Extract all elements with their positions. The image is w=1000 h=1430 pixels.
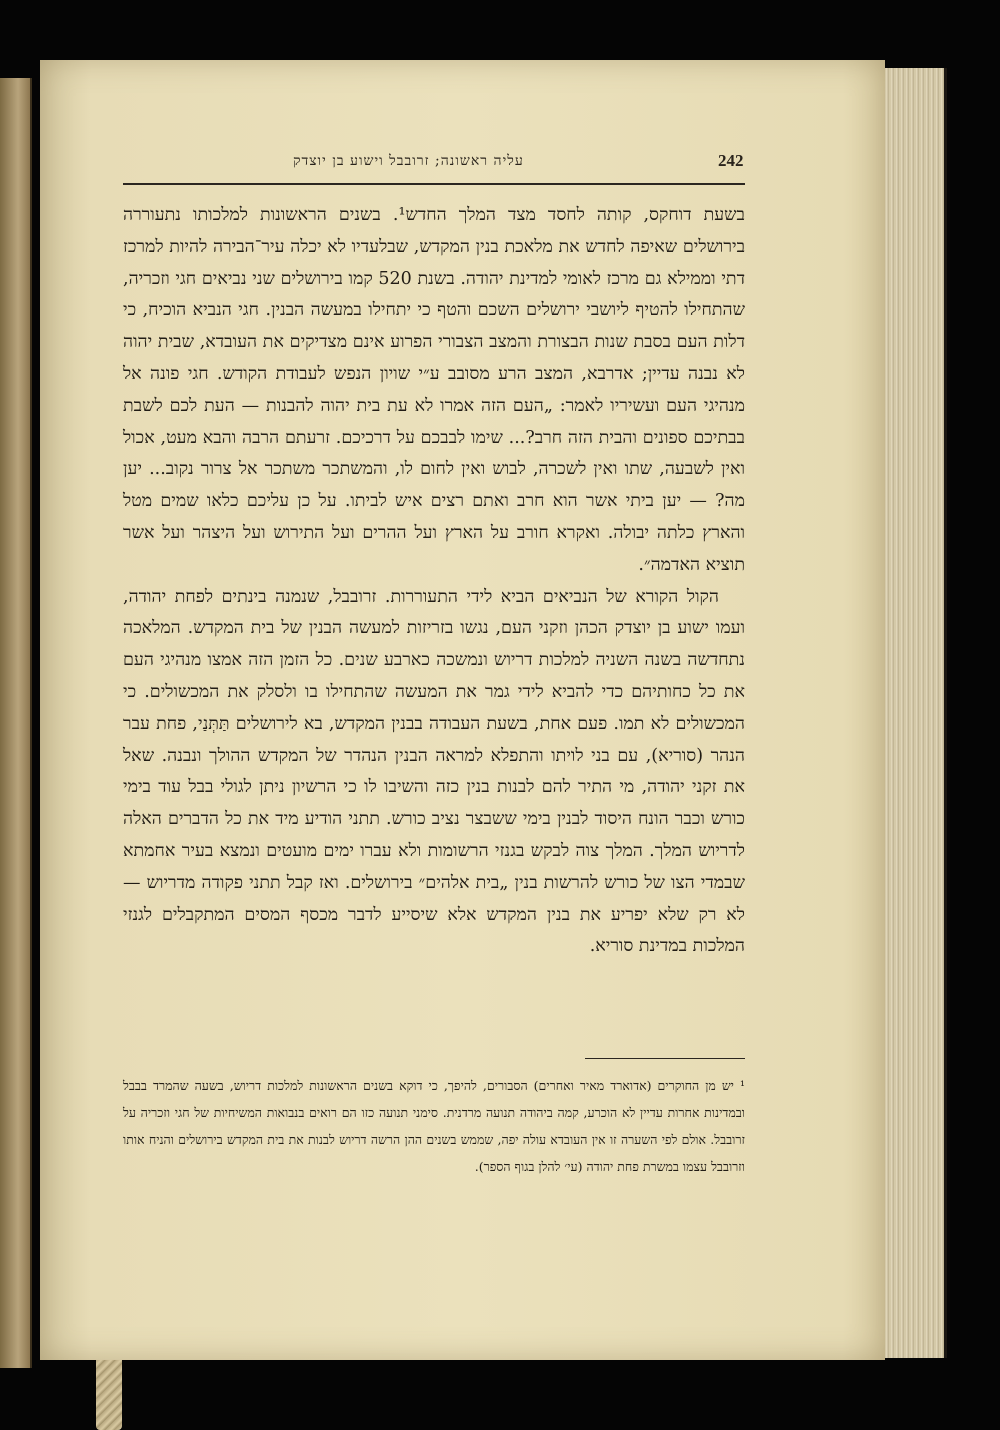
main-text	[123, 200, 745, 963]
running-head: עליה ראשונה; זרובבל וישוע בן יוצדק	[293, 153, 524, 169]
paragraph: בשעת דוחקס, קותה לחסד מצד המלך החדש¹. בשנים הראשונות למלכותו נתעוררה בירושלים שאיפה לחדש את מלאכת בנין המקדש, שבלעדיו לא יכלה עיר־הבירה להיות למרכז דתי וממילא גם מרכז לאומי למדינת יהודה. בשנת 520 קמו בירושלים שני נביאים חגי וזכריה, שהתחילו להטיף ליושבי ירושלים השכם והטף כי יתחילו במעשה הבנין. חגי הנביא הוכיח, כי דלות העם בסבת שנות הבצורת והמצב הצבורי הפרוע אינם מצדיקים את העובדא, שבית יהוה לא נבנה עדיין; אדרבא, המצב הרע מסובב ע״י שויון הנפש לעבודת הקודש. חגי פונה אל מנהיגי העם ועשיריו לאמר: „העם הזה אמרו לא עת בית יהוה להבנות — העת לכם לשבת בבתיכם ספונים והבית הזה חרב?... שימו לבבכם על דרכיכם. זרעתם הרבה והבא מעט, אכול ואין לשבעה, שתו ואין לשכרה, לבוש ואין לחום לו, והמשתכר משתכר אל צרור נקוב... יען מה? — יען ביתי אשר הוא חרב ואתם רצים איש לביתו. על כן עליכם כלאו שמים מטל והארץ כלתה יבולה. ואקרא חורב על הארץ ועל ההרים ועל התירוש ועל היצהר ועל אשר תוציא האדמה״.	[123, 205, 745, 575]
paragraph: הקול הקורא של הנביאים הביא לידי התעוררות. זרובבל, שנמנה בינתים לפחת יהודה, ועמו ישוע בן יוצדק הכהן וזקני העם, נגשו בזריזות למעשה הבנין של בית המקדש. המלאכה נתחדשה בשנה השניה למלכות דריוש ונמשכה כארבע שנים. כל הזמן הזה אמצו מנהיגי העם את כל כחותיהם כדי להביא לידי גמר את המעשה שהתחילו בו ולסלק את המכשולים. כי המכשולים לא תמו. פעם אחת, בשעת העבודה בבנין המקדש, בא לירושלים תַּתְּנַי, פחת עבר הנהר (סוריא), עם בני לויתו והתפלא למראה הבנין הנהדר של המקדש ההולך ונבנה. שאל את זקני יהודה, מי התיר להם לבנות בנין כזה והשיבו לו כי הרשיון ניתן לגולי בבל עוד בימי כורש וכבר הונח היסוד לבנין בימי ששבצר נציב כורש. תתני הודיע מיד את כל הדברים האלה לדריוש המלך. המלך צוה לבקש בגנזי הרשומות ולא עברו ימים מועטים ונמצא בעיר אחמתא שבמדי הצו של כורש להרשות בנין „בית אלהים״ בירושלים. ואז קבל תתני פקודה מדריוש — לא רק שלא יפריע את בנין המקדש אלא שיסייע לדבר מכסף המסים המתקבלים לגנזי המלכות במדינת סוריא.	[123, 586, 745, 957]
page-block-edges	[880, 68, 947, 1358]
page-number: 242	[718, 151, 744, 170]
page-header	[123, 145, 745, 185]
bookmark-ribbon	[96, 1350, 122, 1430]
left-page-edge	[0, 78, 32, 1368]
footnote: ¹ יש מן החוקרים (אדוארד מאיר ואחרים) הסבורים, להיפך, כי דוקא בשנים הראשונות למלכות דריוש, בשעה שהמרד בבבל ובמדינות אחרות עדיין לא הוכרע, קמה ביהודה תנועה מרדנית. סימני תנועה כזו הם רואים בנבואות המשיחיות של חגי וזכריה על זרובבל. אולם לפי השערה זו אין העובדא עולה יפה, שממש בשנים ההן הרשה דריוש לבנות את בית המקדש בירושלים והניח אותו וזרובבל עצמו במשרת פחת יהודה (עי׳ להלן בגוף הספר).	[123, 1078, 745, 1174]
footnote-divider	[585, 1058, 745, 1059]
